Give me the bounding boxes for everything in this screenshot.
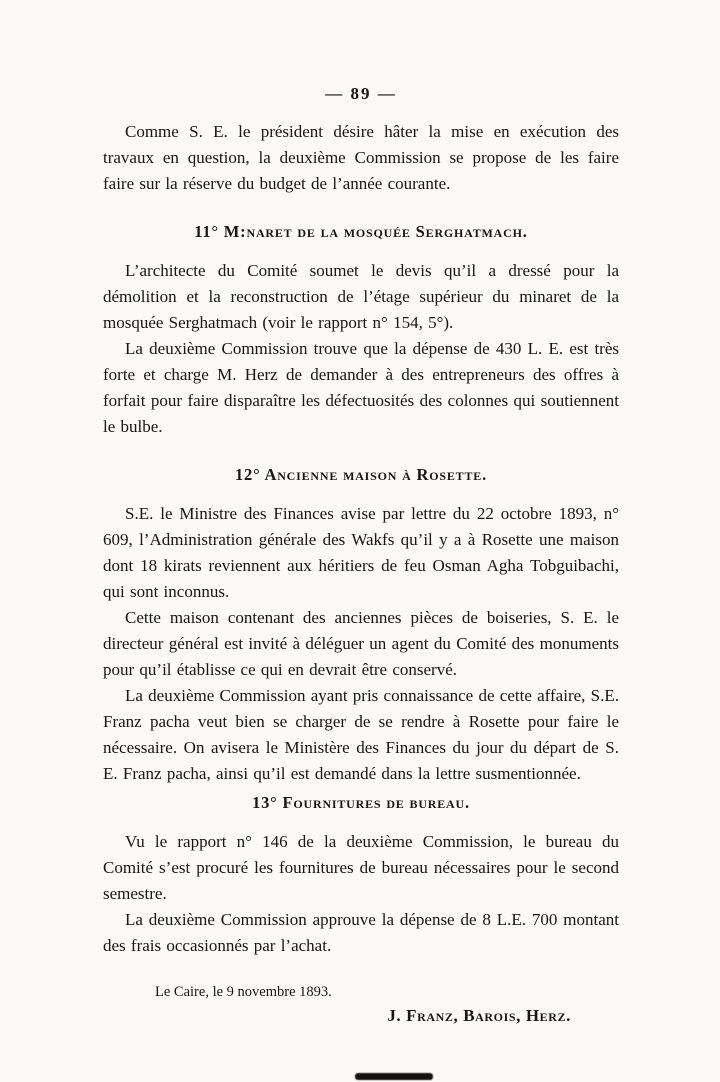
- section-12-paragraph-3: La deuxième Commission ayant pris connaissance de cette affaire, S.E. Franz pacha veut bien se charger de se rendre à Rosette pour faire le nécessaire. On avisera le Ministère des Finances du jour du départ de S. E. Franz pacha, ainsi qu’il est demandé dans la lettre susmentionnée.: [103, 686, 619, 783]
- section-11-paragraph-2: La deuxième Commission trouve que la dépense de 430 L. E. est très forte et charge M. Herz de demander à des entrepreneurs des offres à forfait pour faire disparaître les défectuosités des colonnes qui soutiennent le bulbe.: [103, 339, 619, 436]
- section-11-paragraph-1: L’architecte du Comité soumet le devis qu’il a dressé pour la démolition et la reconstruction de l’étage supérieur du minaret de la mosquée Serghatmach (voir le rapport n° 154, 5°).: [103, 261, 619, 332]
- section-12-paragraph-1: S.E. le Ministre des Finances avise par lettre du 22 octobre 1893, n° 609, l’Administration générale des Wakfs qu’il y a à Rosette une maison dont 18 kirats reviennent aux héritiers de feu Osman Agha Tobguibachi, qui sont inconnus.: [103, 504, 619, 601]
- section-11-heading: 11° M:naret de la mosquée Serghatmach.: [194, 222, 528, 241]
- section-12-heading: 12° Ancienne maison à Rosette.: [234, 465, 487, 484]
- intro-paragraph: Comme S. E. le président désire hâter la mise en exécution des travaux en question, la deuxième Commission se propose de les faire faire sur la réserve du budget de l’année courante.: [103, 122, 619, 193]
- section-13-heading: 13° Fournitures de bureau.: [252, 793, 470, 812]
- page-number: — 89 —: [325, 84, 397, 103]
- section-12-paragraph-2: Cette maison contenant des anciennes pièces de boiseries, S. E. le directeur général est invité à déléguer un agent du Comité des monuments pour qu’il établisse ce qui en devrait être conservé.: [103, 608, 619, 679]
- section-13-paragraph-1: Vu le rapport n° 146 de la deuxième Commission, le bureau du Comité s’est procuré les fournitures de bureau nécessaires pour le second semestre.: [103, 832, 619, 903]
- section-13-paragraph-2: La deuxième Commission approuve la dépense de 8 L.E. 700 montant des frais occasionnés par l’achat.: [103, 910, 619, 955]
- signature-line: J. Franz, Barois, Herz.: [387, 1006, 571, 1025]
- dateline: Le Caire, le 9 novembre 1893.: [155, 984, 332, 1000]
- scan-edge-artifact: [355, 1073, 433, 1080]
